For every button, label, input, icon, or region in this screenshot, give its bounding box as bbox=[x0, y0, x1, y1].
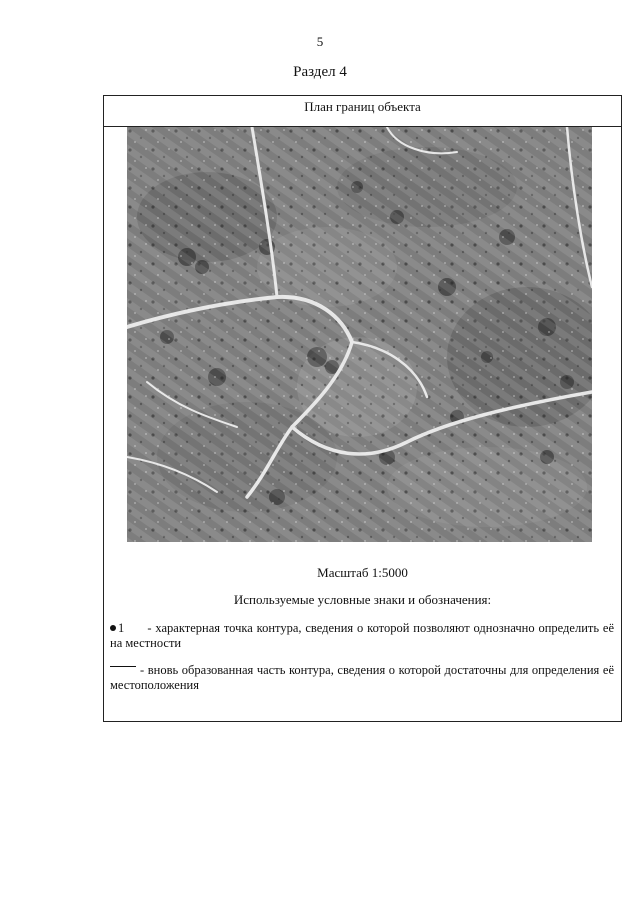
legend-item-line bbox=[110, 663, 614, 693]
legend-title: Используемые условные знаки и обозначения: bbox=[233, 592, 492, 607]
legend-item-point bbox=[110, 621, 614, 651]
page-number: 5 bbox=[316, 34, 324, 49]
point-marker-label: 1 bbox=[118, 621, 125, 635]
aerial-photo-map bbox=[127, 127, 592, 542]
line-marker-icon bbox=[110, 666, 136, 667]
scale-label: Масштаб 1:5000 bbox=[317, 565, 408, 580]
point-marker-icon bbox=[110, 625, 116, 631]
plan-header: План границ объекта bbox=[104, 96, 621, 127]
section-title: Раздел 4 bbox=[293, 64, 347, 80]
legend-point-text: - характерная точка контура, сведения о которой позволяют однозначно определить её на местности bbox=[110, 621, 614, 650]
legend-line-text: - вновь образованная часть контура, сведения о которой достаточны для определения её местоположения bbox=[110, 663, 614, 692]
boundary-plan-frame bbox=[103, 95, 622, 722]
